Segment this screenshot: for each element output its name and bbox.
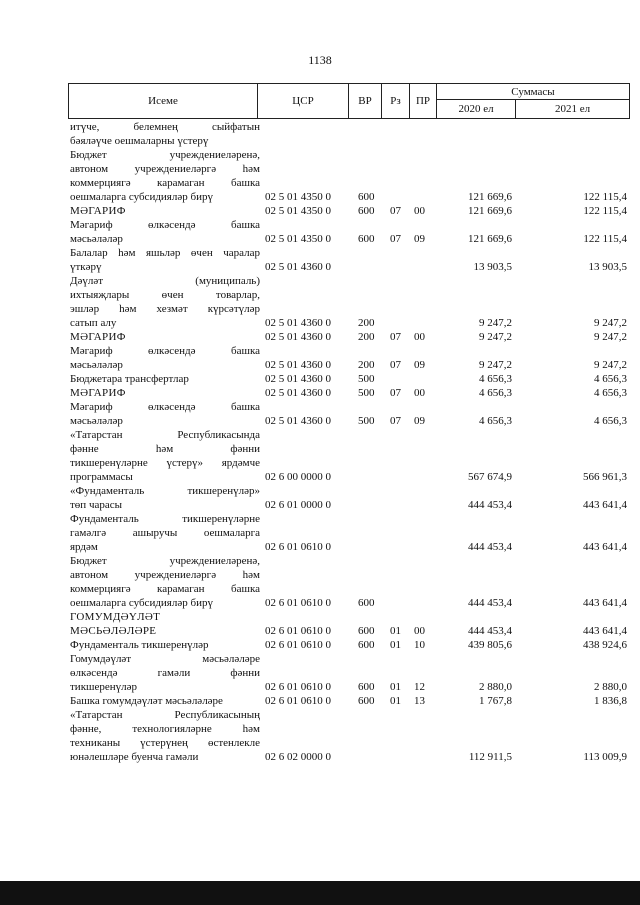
table-row: [70, 484, 630, 512]
table-row: [70, 344, 630, 372]
row-sum-2021: 566 961,3: [583, 471, 627, 483]
row-name: [70, 246, 630, 274]
row-csr: 02 6 01 0610 0: [265, 639, 331, 651]
row-name-line: тикшеренүләр: [70, 681, 138, 693]
row-name-line: фәнне, технологияләрне һәм: [70, 723, 260, 735]
row-name-line: «Татарстан Республикасының: [70, 709, 260, 721]
row-name: [70, 484, 630, 512]
row-csr: 02 5 01 4360 0: [265, 415, 331, 427]
row-sum-2020: 9 247,2: [479, 331, 512, 343]
row-name-line: Бюджет учреждениеләренә,: [70, 149, 260, 161]
row-name: [70, 148, 630, 204]
row-name-line: бәяләүче оешмаларны үстерү: [70, 135, 209, 147]
row-sum-2021: 9 247,2: [594, 359, 627, 371]
row-rz: 07: [390, 387, 401, 399]
row-name-line: өлкәсендә гамәли фәнни: [70, 667, 260, 679]
row-rz: 01: [390, 681, 401, 693]
row-vr: 600: [358, 695, 375, 707]
row-vr: 600: [358, 233, 375, 245]
row-csr: 02 5 01 4360 0: [265, 373, 331, 385]
row-pr: 10: [414, 639, 425, 651]
row-rz: 07: [390, 233, 401, 245]
table-row: [70, 218, 630, 246]
row-name-line: мәсьәләләр: [70, 359, 123, 371]
table-row: [70, 274, 630, 330]
row-sum-2020: 444 453,4: [468, 541, 512, 553]
row-name-line: «Фундаменталь тикшеренүләр»: [70, 485, 260, 497]
row-name-line: «Татарстан Республикасында: [70, 429, 260, 441]
row-csr: 02 6 01 0610 0: [265, 681, 331, 693]
row-sum-2021: 122 115,4: [583, 191, 627, 203]
row-sum-2021: 443 641,4: [583, 541, 627, 553]
row-name-line: юнәлешләре буенча гамәли: [70, 751, 199, 763]
row-sum-2021: 13 903,5: [588, 261, 627, 273]
table-row: [70, 330, 630, 344]
row-sum-2021: 122 115,4: [583, 205, 627, 217]
row-csr: 02 6 00 0000 0: [265, 471, 331, 483]
row-name-line: Бюджетара трансфертлар: [70, 373, 189, 385]
table-row: [70, 638, 630, 652]
row-sum-2020: 121 669,6: [468, 233, 512, 245]
row-sum-2020: 9 247,2: [479, 317, 512, 329]
page-number: 1138: [308, 53, 332, 67]
row-sum-2020: 439 805,6: [468, 639, 512, 651]
table-row: [70, 400, 630, 428]
table-row: [70, 694, 630, 708]
row-name-line: фәнне һәм фәнни: [70, 443, 260, 455]
row-name-line: Балалар һәм яшьләр өчен чаралар: [70, 247, 260, 259]
row-sum-2021: 9 247,2: [594, 317, 627, 329]
row-csr: 02 5 01 4350 0: [265, 205, 331, 217]
row-name-line: Дәүләт (муниципаль): [70, 275, 260, 287]
row-csr: 02 6 01 0000 0: [265, 499, 331, 511]
row-sum-2020: 121 669,6: [468, 205, 512, 217]
row-vr: 200: [358, 331, 375, 343]
row-name-line: ихтыяҗлары өчен товарлар,: [70, 289, 260, 301]
row-name-line: ГОМУМДӘҮЛӘТ: [70, 611, 161, 623]
table-row: [70, 512, 630, 554]
row-name-line: ярдәм: [70, 541, 98, 553]
row-sum-2020: 121 669,6: [468, 191, 512, 203]
row-csr: 02 5 01 4360 0: [265, 317, 331, 329]
row-sum-2020: 112 911,5: [468, 751, 512, 763]
row-name: [70, 652, 630, 694]
row-name-line: Фундаменталь тикшеренүләрне: [70, 513, 260, 525]
table-body: [70, 120, 630, 764]
row-name-line: автоном учреждениеләргә һәм: [70, 569, 260, 581]
table-row: [70, 652, 630, 694]
table-row: [70, 246, 630, 274]
row-rz: 07: [390, 359, 401, 371]
row-name-line: төп чарасы: [70, 499, 123, 511]
row-name: [70, 610, 630, 638]
row-sum-2020: 1 767,8: [479, 695, 512, 707]
row-pr: 12: [414, 681, 425, 693]
row-name: [70, 330, 630, 344]
row-csr: 02 6 01 0610 0: [265, 625, 331, 637]
row-name-line: Мәгариф өлкәсендә башка: [70, 219, 260, 231]
row-pr: 13: [414, 695, 425, 707]
row-name-line: итүче, белемнең сыйфатын: [70, 121, 260, 133]
row-vr: 500: [358, 387, 375, 399]
row-pr: 00: [414, 331, 425, 343]
row-name: [70, 512, 630, 554]
row-name-line: программасы: [70, 471, 133, 483]
header-year-2020: 2020 ел: [436, 99, 516, 119]
row-csr: 02 5 01 4360 0: [265, 261, 331, 273]
row-sum-2020: 4 656,3: [479, 415, 512, 427]
row-name-line: коммерциягә карамаган башка: [70, 583, 260, 595]
row-csr: 02 6 01 0610 0: [265, 597, 331, 609]
row-pr: 09: [414, 415, 425, 427]
row-sum-2021: 438 924,6: [583, 639, 627, 651]
row-sum-2020: 444 453,4: [468, 499, 512, 511]
header-vr: ВР: [348, 83, 382, 119]
row-sum-2021: 443 641,4: [583, 597, 627, 609]
row-sum-2021: 443 641,4: [583, 499, 627, 511]
row-name-line: оешмаларга субсидияләр бирү: [70, 597, 213, 609]
row-name: [70, 204, 630, 218]
row-name-line: Бюджет учреждениеләренә,: [70, 555, 260, 567]
table-row: [70, 428, 630, 484]
row-name-line: МӘГАРИФ: [70, 387, 126, 399]
row-name-line: техниканы үстерүнең өстенлекле: [70, 737, 260, 749]
row-sum-2021: 1 836,8: [594, 695, 627, 707]
table-row: [70, 386, 630, 400]
row-sum-2021: 4 656,3: [594, 373, 627, 385]
row-name: [70, 554, 630, 610]
row-vr: 500: [358, 373, 375, 385]
header-year-2021: 2021 ел: [515, 99, 630, 119]
row-pr: 00: [414, 205, 425, 217]
row-rz: 07: [390, 415, 401, 427]
row-rz: 01: [390, 695, 401, 707]
row-vr: 600: [358, 681, 375, 693]
row-vr: 200: [358, 317, 375, 329]
row-pr: 09: [414, 359, 425, 371]
header-pr: ПР: [409, 83, 437, 119]
row-sum-2020: 2 880,0: [479, 681, 512, 693]
table-row: [70, 204, 630, 218]
header-rz: Рз: [381, 83, 410, 119]
row-name-line: эшләр һәм хезмәт күрсәтүләр: [70, 303, 260, 315]
row-name: [70, 344, 630, 372]
row-name: [70, 386, 630, 400]
row-name-line: Мәгариф өлкәсендә башка: [70, 401, 260, 413]
row-name-line: автоном учреждениеләргә һәм: [70, 163, 260, 175]
row-rz: 01: [390, 639, 401, 651]
row-name-line: мәсьәләләр: [70, 415, 123, 427]
row-vr: 600: [358, 205, 375, 217]
row-csr: 02 5 01 4350 0: [265, 233, 331, 245]
row-name-line: мәсьәләләр: [70, 233, 123, 245]
row-csr: 02 6 02 0000 0: [265, 751, 331, 763]
row-name: [70, 638, 630, 652]
row-name-line: МӘСЬӘЛӘЛӘРЕ: [70, 625, 157, 637]
row-sum-2020: 9 247,2: [479, 359, 512, 371]
row-sum-2020: 567 674,9: [468, 471, 512, 483]
row-name: [70, 120, 630, 148]
row-sum-2020: 4 656,3: [479, 373, 512, 385]
row-sum-2021: 443 641,4: [583, 625, 627, 637]
row-name-line: коммерциягә карамаган башка: [70, 177, 260, 189]
table-row: [70, 372, 630, 386]
row-name-line: сатып алу: [70, 317, 117, 329]
row-rz: 01: [390, 625, 401, 637]
table-row: [70, 120, 630, 148]
row-name-line: Фундаменталь тикшеренүләр: [70, 639, 209, 651]
row-sum-2021: 2 880,0: [594, 681, 627, 693]
row-csr: 02 5 01 4360 0: [265, 331, 331, 343]
row-sum-2020: 444 453,4: [468, 625, 512, 637]
row-name-line: Гомумдәүләт мәсьәләләре: [70, 653, 260, 665]
header-sums: Суммасы: [436, 83, 630, 100]
row-vr: 600: [358, 625, 375, 637]
row-csr: 02 5 01 4350 0: [265, 191, 331, 203]
row-rz: 07: [390, 205, 401, 217]
row-vr: 600: [358, 191, 375, 203]
row-sum-2020: 13 903,5: [473, 261, 512, 273]
row-name: [70, 708, 630, 764]
row-csr: 02 5 01 4360 0: [265, 359, 331, 371]
row-name-line: Мәгариф өлкәсендә башка: [70, 345, 260, 357]
row-name-line: үткәрү: [70, 261, 102, 273]
row-sum-2020: 444 453,4: [468, 597, 512, 609]
row-name-line: тикшеренүләрне үстерү» ярдәмче: [70, 457, 260, 469]
row-pr: 00: [414, 387, 425, 399]
table-row: [70, 554, 630, 610]
row-name: [70, 372, 630, 386]
table-row: [70, 610, 630, 638]
row-name: [70, 694, 630, 708]
table-row: [70, 148, 630, 204]
row-vr: 500: [358, 415, 375, 427]
row-vr: 600: [358, 597, 375, 609]
row-name: [70, 428, 630, 484]
row-pr: 00: [414, 625, 425, 637]
scan-edge-bar: [0, 881, 640, 905]
row-name-line: МӘГАРИФ: [70, 331, 126, 343]
row-name-line: оешмаларга субсидияләр бирү: [70, 191, 213, 203]
row-sum-2020: 4 656,3: [479, 387, 512, 399]
row-vr: 200: [358, 359, 375, 371]
row-sum-2021: 9 247,2: [594, 331, 627, 343]
row-sum-2021: 4 656,3: [594, 415, 627, 427]
row-sum-2021: 113 009,9: [583, 751, 627, 763]
row-name-line: гамәлгә ашыручы оешмаларга: [70, 527, 260, 539]
row-csr: 02 6 01 0610 0: [265, 695, 331, 707]
row-name-line: Башка гомумдәүләт мәсьәләләре: [70, 695, 223, 707]
row-csr: 02 5 01 4360 0: [265, 387, 331, 399]
header-csr: ЦСР: [257, 83, 349, 119]
row-vr: 600: [358, 639, 375, 651]
header-name: Исеме: [68, 83, 258, 119]
row-name: [70, 400, 630, 428]
row-sum-2021: 122 115,4: [583, 233, 627, 245]
row-name: [70, 218, 630, 246]
row-csr: 02 6 01 0610 0: [265, 541, 331, 553]
row-sum-2021: 4 656,3: [594, 387, 627, 399]
row-rz: 07: [390, 331, 401, 343]
row-name-line: МӘГАРИФ: [70, 205, 126, 217]
table-row: [70, 708, 630, 764]
row-pr: 09: [414, 233, 425, 245]
row-name: [70, 274, 630, 330]
